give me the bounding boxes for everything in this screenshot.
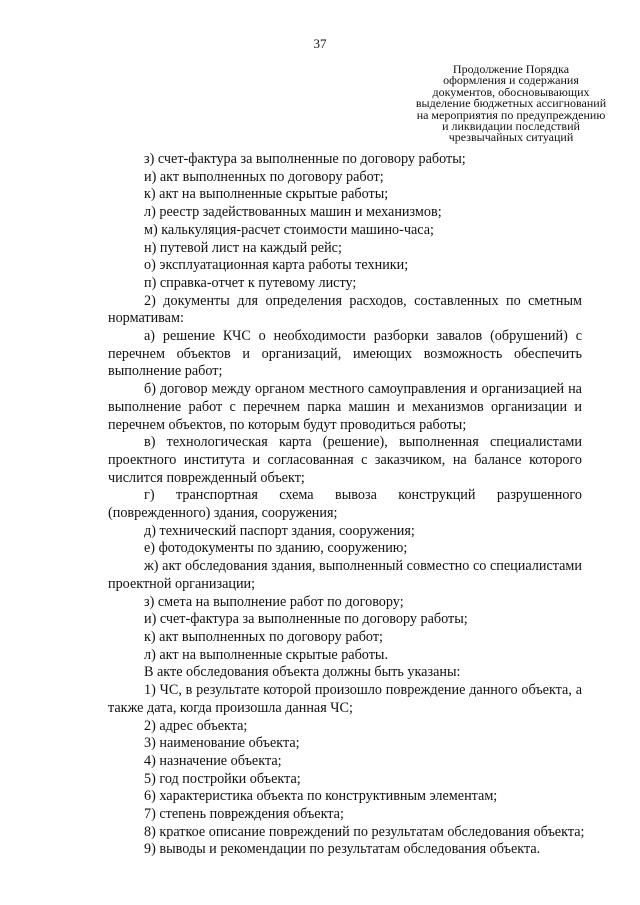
list-item: 6) характеристика объекта по конструктивным элементам; <box>144 788 498 805</box>
list-item: к) акт на выполненные скрытые работы; <box>144 186 389 203</box>
list-item: 4) назначение объекта; <box>144 752 282 769</box>
header-line: документов, обосновывающих <box>432 84 590 99</box>
list-item: 5) год постройки объекта; <box>144 770 301 787</box>
header-line: оформления и содержания <box>443 73 579 88</box>
list-item: л) реестр задействованных машин и механизмов; <box>144 204 442 221</box>
list-item: 2) адрес объекта; <box>144 717 248 734</box>
list-item: з) смета на выполнение работ по договору; <box>144 593 404 610</box>
running-header <box>404 64 618 144</box>
list-item: н) путевой лист на каждый рейс; <box>144 239 342 256</box>
header-line: чрезвычайных ситуаций <box>448 130 574 145</box>
list-item: о) эксплуатационная карта работы техники; <box>144 257 409 274</box>
list-item: 8) краткое описание повреждений по результатам обследования объекта; <box>144 823 585 840</box>
page-number: 37 <box>313 36 327 51</box>
list-item: а) решение КЧС о необходимости разборки завалов (обрушений) с перечнем объектов и организаций, имеющих возможность обеспечить выполнение работ; <box>108 328 582 380</box>
list-item: п) справка-отчет к путевому листу; <box>144 274 357 291</box>
list-item: л) акт на выполненные скрытые работы. <box>144 646 388 663</box>
header-line: на мероприятия по предупреждению <box>416 107 606 122</box>
list-item: м) калькуляция-расчет стоимости машино-часа; <box>144 221 434 238</box>
list-item: ж) акт обследования здания, выполненный совместно со специалистами проектной организации; <box>108 558 582 592</box>
header-line: выделение бюджетных ассигнований <box>415 96 607 111</box>
list-item: 3) наименование объекта; <box>144 735 300 752</box>
header-line: и ликвидации последствий <box>442 119 580 134</box>
list-item: 9) выводы и рекомендации по результатам обследования объекта. <box>144 841 541 858</box>
list-item: 1) ЧС, в результате которой произошло повреждение данного объекта, а также дата, когда произошла данная ЧС; <box>108 682 582 716</box>
body-text <box>108 151 585 859</box>
list-item: з) счет-фактура за выполненные по договору работы; <box>144 151 466 167</box>
list-item: б) договор между органом местного самоуправления и организацией на выполнение работ с перечнем парка машин и механизмов организации и перечнем объектов, по которым будут проводиться работы; <box>108 381 582 433</box>
list-item: 2) документы для определения расходов, составленных по сметным нормативам: <box>108 292 582 327</box>
list-item: д) технический паспорт здания, сооружения; <box>144 522 415 539</box>
list-item: В акте обследования объекта должны быть указаны: <box>144 664 461 681</box>
list-item: е) фотодокументы по зданию, сооружению; <box>144 540 408 557</box>
list-item: к) акт выполненных по договору работ; <box>144 628 383 645</box>
list-item: и) акт выполненных по договору работ; <box>144 168 384 185</box>
list-item: г) транспортная схема вывоза конструкций разрушенного (поврежденного) здания, сооружения; <box>108 487 582 522</box>
header-line: Продолжение Порядка <box>452 62 570 76</box>
list-item: и) счет-фактура за выполненные по договору работы; <box>144 611 468 628</box>
list-item: 7) степень повреждения объекта; <box>144 806 344 823</box>
list-item: в) технологическая карта (решение), выполненная специалистами проектного института и согласованная с заказчиком, на балансе которого числится поврежденный объект; <box>108 434 582 486</box>
